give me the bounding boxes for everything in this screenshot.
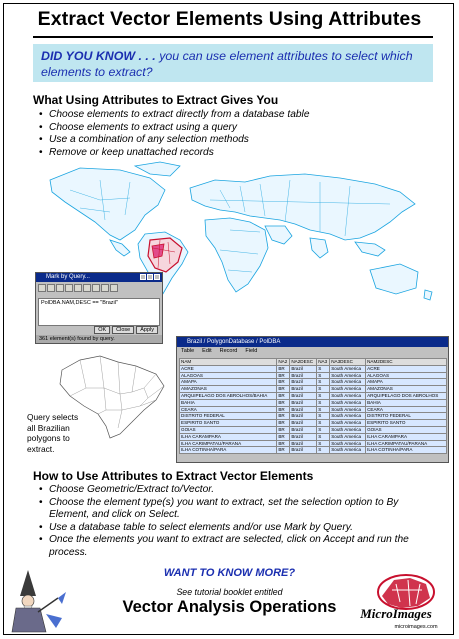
table-row[interactable] [180,426,447,433]
svg-text:MicroImages: MicroImages [360,606,432,621]
table-cell: BAHIA [366,399,447,406]
page-title: Extract Vector Elements Using Attributes [37,8,422,30]
table-cell: South America [330,447,366,454]
table-cell: BAHIA [180,399,277,406]
table-cell: AMAZONAS [366,386,447,393]
function-icon[interactable] [74,284,82,292]
did-you-know-text: you can use element attributes to select which elements to extract? [41,49,413,79]
window-controls [139,274,160,282]
open-icon[interactable] [38,284,46,292]
table-row[interactable] [180,420,447,427]
table-cell: South America [330,365,366,372]
table-cell: BR [277,399,290,406]
column-header[interactable]: NAM2DESC [366,359,447,366]
table-cell: BR [277,372,290,379]
dialog-toolbar [38,284,160,296]
minimize-icon[interactable] [140,274,146,280]
dialog-status: 361 element(s) found by query. [36,335,162,343]
list-item: • Choose Geometric/Extract to/Vector. [49,484,439,497]
table-cell: S [317,399,330,406]
table-cell: South America [330,399,366,406]
table-cell: S [317,413,330,420]
booklet-title: Vector Analysis Operations [122,598,337,616]
tutorial-reference: See tutorial booklet entitled [176,587,283,597]
column-header[interactable]: NAM [180,359,277,366]
table-cell: South America [330,386,366,393]
table-row[interactable] [180,392,447,399]
menu-field[interactable]: Field [245,348,258,354]
dialog-buttons [92,326,158,334]
table-row[interactable] [180,372,447,379]
table-cell: ACRE [366,365,447,372]
list-item: • Remove or keep unattached records [49,147,309,160]
table-cell: Brazil [290,420,317,427]
save-icon[interactable] [47,284,55,292]
table-cell: CEARA [180,406,277,413]
table-cell: South America [330,433,366,440]
table-row[interactable] [180,413,447,420]
table-body [180,365,447,453]
table-cell: BR [277,413,290,420]
table-row[interactable] [180,386,447,393]
query-expression-field[interactable]: PolDBA.NAM,DESC == "Brazil" [38,298,160,326]
table-cell: South America [330,413,366,420]
table-cell: BR [277,420,290,427]
table-cell: Brazil [290,379,317,386]
list-item: • Choose the element type(s) you want to extract, set the selection option to By Element, and click on Select. [49,497,439,522]
table-cell: ILHA COTINHA/PARA [366,447,447,454]
svg-text:microimages.com: microimages.com [394,624,438,630]
table-cell: S [317,365,330,372]
list-item: • Use a database table to select elements and/or use Mark by Query. [49,522,439,535]
attribute-table [179,358,447,454]
menu-edit[interactable]: Edit [202,348,212,354]
section-heading-how-to: How to Use Attributes to Extract Vector Elements [33,469,314,483]
column-header[interactable]: NA2 [277,359,290,366]
table-row[interactable] [180,440,447,447]
table-cell: Brazil [290,365,317,372]
table-cell: S [317,386,330,393]
table-row[interactable] [180,399,447,406]
table-cell: S [317,406,330,413]
table-cell: S [317,433,330,440]
check-icon[interactable] [83,284,91,292]
how-to-list [33,484,439,559]
table-window-title: Brazil / PolygonDatabase / PolDBA [177,337,448,347]
column-header[interactable]: NA2DESC [290,359,317,366]
table-cell: BR [277,447,290,454]
did-you-know-lead: DID YOU KNOW . . . [41,49,156,63]
table-row[interactable] [180,406,447,413]
table-cell: ALAGOAS [366,372,447,379]
table-cell: BR [277,365,290,372]
table-cell: ILHA CARAMPARA [366,433,447,440]
table-cell: BR [277,406,290,413]
table-cell: ILHA COTINHA/PARA [180,447,277,454]
table-row[interactable] [180,365,447,372]
table-cell: ARQUIPELAGO DOS ABROLHOS/BAHIA [180,392,277,399]
title-rule [33,36,433,38]
table-cell: ILHA CARIMPATAU/PARANA [366,440,447,447]
list-item: • Choose elements to extract using a query [49,122,309,135]
close-button[interactable]: Close [112,326,134,334]
list-item: • Choose elements to extract directly from a database table [49,109,309,122]
field-icon[interactable] [65,284,73,292]
dialog-title: Mark by Query... [36,273,162,282]
table-cell: Brazil [290,447,317,454]
table-cell: Brazil [290,440,317,447]
table-cell: AMAPA [180,379,277,386]
table-cell: South America [330,392,366,399]
column-header[interactable]: NA3 [317,359,330,366]
run-icon[interactable] [92,284,100,292]
close-icon[interactable] [154,274,160,280]
column-header[interactable]: NA3DESC [330,359,366,366]
table-menu-bar [177,347,448,356]
database-table-window [176,336,449,463]
figure-caption: Query selects all Brazilian polygons to extract. [27,412,79,454]
table-cell: South America [330,420,366,427]
table-cell: CEARA [366,406,447,413]
table-cell: South America [330,426,366,433]
list-item: • Use a combination of any selection methods [49,134,309,147]
table-cell: S [317,426,330,433]
table-cell: ILHA CARIMPATAU/PARANA [180,440,277,447]
benefits-list [33,109,309,159]
table-row[interactable] [180,379,447,386]
table-cell: South America [330,406,366,413]
table-cell: South America [330,440,366,447]
table-cell: Brazil [290,392,317,399]
ok-button[interactable]: OK [94,326,110,334]
table-cell: BR [277,440,290,447]
table-cell: ILHA CARAMPARA [180,433,277,440]
table-cell: AMAZONAS [180,386,277,393]
menu-table[interactable]: Table [181,348,195,354]
table-cell: S [317,379,330,386]
section-heading-benefits: What Using Attributes to Extract Gives You [33,93,279,107]
table-cell: Brazil [290,399,317,406]
apply-button[interactable]: Apply [136,326,158,334]
clear-icon[interactable] [101,284,109,292]
table-cell: ARQUIPELAGO DOS ABROLHOS [366,392,447,399]
table-cell: BR [277,426,290,433]
table-cell: BR [277,386,290,393]
table-cell: Brazil [290,406,317,413]
table-cell: ESPIRITO SANTO [180,420,277,427]
table-icon[interactable] [56,284,64,292]
table-cell: S [317,447,330,454]
want-to-know-more: WANT TO KNOW MORE? [163,567,296,579]
table-header-row [180,359,447,366]
table-cell: ACRE [180,365,277,372]
table-cell: ESPIRITO SANTO [366,420,447,427]
table-cell: DISTRITO FEDERAL [366,413,447,420]
table-cell: S [317,372,330,379]
table-cell: S [317,420,330,427]
table-cell: GOIAS [180,426,277,433]
table-cell: S [317,392,330,399]
table-cell: Brazil [290,413,317,420]
table-cell: Brazil [290,386,317,393]
table-cell: DISTRITO FEDERAL [180,413,277,420]
table-cell: BR [277,433,290,440]
table-cell: Brazil [290,372,317,379]
table-cell: South America [330,379,366,386]
microimages-logo [344,570,452,632]
table-cell: South America [330,372,366,379]
table-cell: BR [277,379,290,386]
menu-record[interactable]: Record [219,348,238,354]
list-item: • Once the elements you want to extract are selected, click on Accept and run the process. [49,534,439,559]
maximize-icon[interactable] [147,274,153,280]
table-row[interactable] [180,447,447,454]
table-cell: S [317,440,330,447]
table-cell: Brazil [290,433,317,440]
table-cell: ALAGOAS [180,372,277,379]
table-cell: BR [277,392,290,399]
table-cell: Brazil [290,426,317,433]
mark-by-query-dialog [35,272,163,344]
did-you-know-box [33,44,433,82]
help-icon[interactable] [110,284,118,292]
table-row[interactable] [180,433,447,440]
table-cell: AMAPA [366,379,447,386]
table-cell: GOIAS [366,426,447,433]
